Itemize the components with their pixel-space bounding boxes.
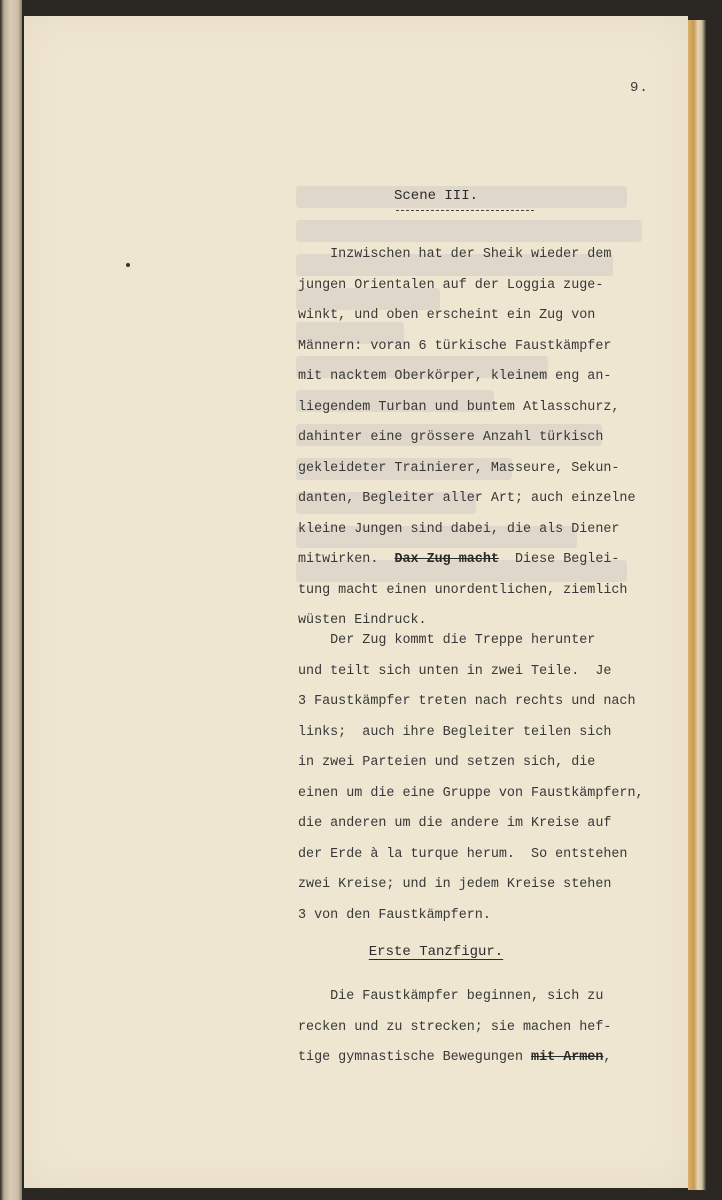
page-number: 9.	[630, 80, 649, 96]
line-text: liegendem Turban und buntem Atlasschurz,	[298, 399, 620, 415]
line-text: winkt, und oben erscheint ein Zug von	[298, 308, 596, 323]
text-line	[298, 718, 688, 749]
struck-through-text: mit Armen	[531, 1050, 604, 1065]
text-line	[298, 332, 688, 363]
line-text: 3 von den Faustkämpfern.	[298, 907, 491, 923]
text-line	[298, 626, 688, 657]
line-text: recken und zu strecken; sie machen hef-	[298, 1019, 612, 1035]
text-line	[298, 870, 688, 901]
text-line	[298, 362, 688, 393]
text-line	[298, 982, 688, 1013]
text-line	[298, 1043, 688, 1074]
line-text: jungen Orientalen auf der Loggia zuge-	[298, 277, 604, 293]
text-line	[298, 515, 688, 546]
text-line	[298, 454, 688, 485]
scene-title-rule	[396, 210, 534, 211]
line-text: gekleideter Trainierer, Masseure, Sekun-	[298, 460, 620, 476]
text-line	[298, 1013, 688, 1044]
line-text: Inzwischen hat der Sheik wieder dem	[298, 247, 612, 262]
line-text: 3 Faustkämpfer treten nach rechts und nach	[298, 694, 636, 709]
line-text: mit nacktem Oberkörper, kleinem eng an-	[298, 369, 612, 384]
line-text: tige gymnastische Bewegungen	[298, 1050, 532, 1065]
line-text: tung macht einen unordentlichen, ziemlich	[298, 582, 628, 598]
page-edge	[688, 20, 706, 1190]
line-text: der Erde à la turque herum. So entstehen	[298, 846, 628, 862]
text-line	[298, 576, 688, 607]
line-text: einen um die eine Gruppe von Faustkämpfern,	[298, 785, 644, 801]
line-text-continued: ,	[603, 1050, 612, 1065]
text-line	[298, 423, 688, 454]
paragraph-1	[298, 240, 688, 637]
line-text: Der Zug kommt die Treppe herunter	[298, 633, 596, 648]
scene-title: Scene III.	[393, 188, 478, 204]
facing-page-edge	[0, 0, 22, 1200]
line-text: kleine Jungen sind dabei, die als Diener	[298, 521, 620, 537]
ink-speck	[126, 263, 130, 267]
text-line	[298, 301, 688, 332]
line-text: die anderen um die andere im Kreise auf	[298, 816, 612, 831]
text-line	[298, 840, 688, 871]
text-line	[298, 657, 688, 688]
text-line	[298, 809, 688, 840]
paragraph-2	[298, 626, 688, 931]
line-text: Männern: voran 6 türkische Faustkämpfer	[298, 338, 612, 354]
text-line	[298, 545, 688, 576]
text-line	[298, 748, 688, 779]
text-line	[298, 484, 688, 515]
line-text: dahinter eine grössere Anzahl türkisch	[298, 430, 604, 445]
line-text: in zwei Parteien und setzen sich, die	[298, 755, 596, 770]
line-text: und teilt sich unten in zwei Teile. Je	[298, 663, 612, 679]
text-line	[298, 240, 688, 271]
text-line	[298, 779, 688, 810]
text-line	[298, 901, 688, 932]
text-line	[298, 271, 688, 302]
line-text: Die Faustkämpfer beginnen, sich zu	[298, 989, 604, 1004]
line-text-continued: Diese Beglei-	[498, 552, 620, 567]
paragraph-3	[298, 982, 688, 1074]
text-line	[298, 687, 688, 718]
section-title: Erste Tanzfigur.	[368, 944, 504, 960]
line-text: mitwirken.	[298, 552, 395, 567]
line-text: wüsten Eindruck.	[298, 613, 427, 628]
struck-through-text: Dax Zug macht	[394, 552, 499, 567]
line-text: links; auch ihre Begleiter teilen sich	[298, 724, 612, 740]
line-text: zwei Kreise; und in jedem Kreise stehen	[298, 877, 612, 892]
line-text: danten, Begleiter aller Art; auch einzelne	[298, 491, 636, 506]
text-line	[298, 393, 688, 424]
